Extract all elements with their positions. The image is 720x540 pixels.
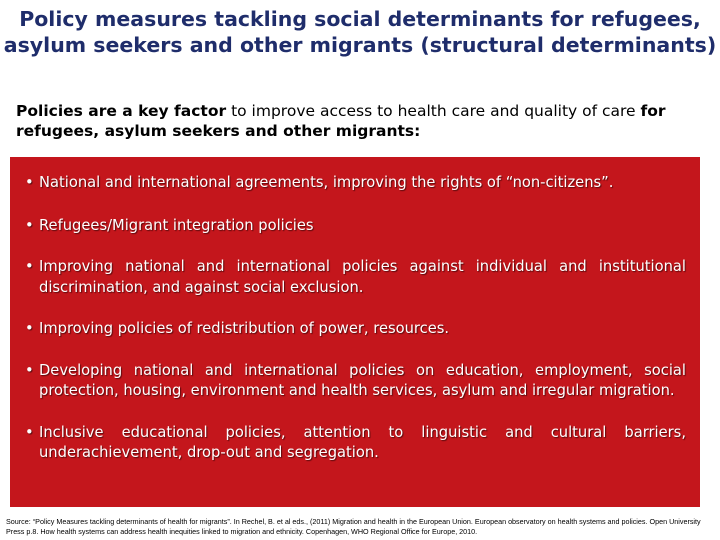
bullet-text: Developing national and international policies on education, employment, social protection, housing, environment and health services, asylum and irregular migration. bbox=[39, 361, 686, 399]
bullet-symbol: • bbox=[25, 320, 34, 337]
bullet-item bbox=[25, 216, 686, 237]
bullet-symbol: • bbox=[25, 174, 34, 191]
bullet-text: Refugees/Migrant integration policies bbox=[39, 216, 314, 234]
bullet-text: Improving policies of redistribution of power, resources. bbox=[39, 320, 450, 337]
intro-bold-end: for refugees, asylum seekers and other migrants: bbox=[16, 102, 666, 140]
bullet-text: National and international agreements, improving the rights of “non-citizens”. bbox=[39, 174, 614, 191]
bullet-item bbox=[25, 423, 686, 464]
bullet-text: Inclusive educational policies, attention to linguistic and cultural barriers, underachievement, drop-out and segregation. bbox=[39, 423, 686, 461]
intro-bold-start: Policies are a key factor bbox=[16, 102, 227, 120]
bullet-symbol: • bbox=[25, 361, 34, 379]
slide-title: Policy measures tackling social determinants for refugees, asylum seekers and other migrants (structural determinants) bbox=[3, 7, 717, 57]
bullet-symbol: • bbox=[25, 258, 34, 275]
bullet-symbol: • bbox=[25, 423, 34, 441]
bullet-item bbox=[25, 319, 686, 340]
intro-paragraph bbox=[16, 101, 706, 141]
bullet-text: Improving national and international policies against individual and institutional discrimination, and against social exclusion. bbox=[39, 258, 686, 296]
bullet-symbol: • bbox=[25, 216, 34, 234]
bullet-item bbox=[25, 361, 686, 402]
policy-measures-box bbox=[10, 157, 700, 507]
bullet-item bbox=[25, 257, 686, 298]
bullet-item bbox=[25, 173, 686, 194]
intro-middle: to improve access to health care and quality of care bbox=[226, 102, 641, 120]
source-citation: Source: “Policy Measures tackling determinants of health for migrants”. In Rechel, B. et al eds., (2011) Migration and health in the European Union. European observatory on health systems and policies. Open University Press p.8. How health systems can address health inequities linked to migration and ethnicity. Copenhagen, WHO Regional Office for Europe, 2010. bbox=[6, 517, 701, 536]
